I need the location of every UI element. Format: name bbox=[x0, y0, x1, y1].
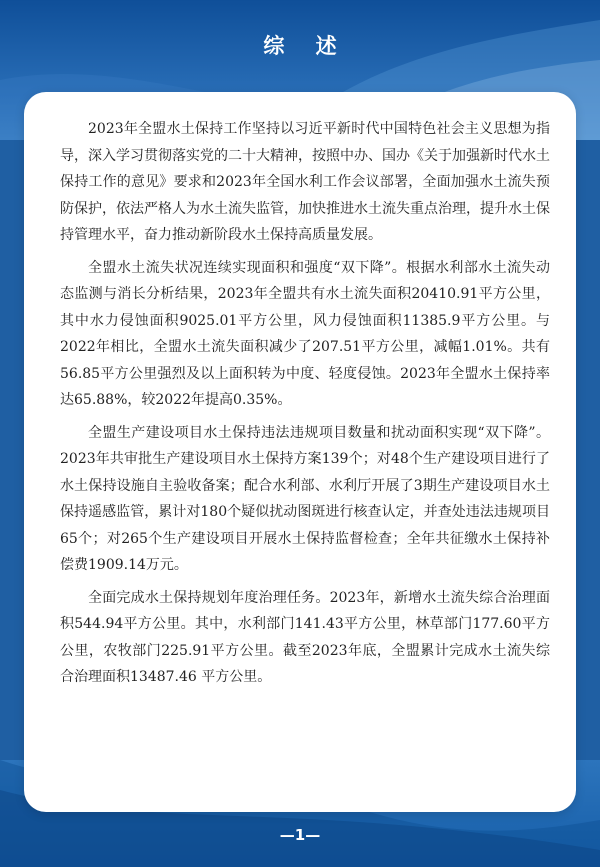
paragraph-soil-erosion-status: 全盟水土流失状况连续实现面积和强度“双下降”。根据水利部水土流失动态监测与消长分析结果，2023年全盟共有水土流失面积20410.91平方公里，其中水力侵蚀面积9025.01平方公里，风力侵蚀面积11385.9平方公里。与2022年相比，全盟水土流失面积减少了207.51平方公里，减幅1.01%。共有56.85平方公里强烈及以上面积转为中度、轻度侵蚀。2023年全盟水土保持率达65.88%，较2022年提高0.35%。 bbox=[60, 259, 550, 408]
page-title: 综 述 bbox=[263, 34, 349, 58]
paragraph-construction-projects: 全盟生产建设项目水土保持违法违规项目数量和扰动面积实现“双下降”。2023年共审批生产建设项目水土保持方案139个；对48个生产建设项目进行了水土保持设施自主验收备案；配合水利部、水利厅开展了3期生产建设项目水土保持遥感监管，累计对180个疑似扰动图斑进行核查认定，并查处违法违规项目65个；对265个生产建设项目开展水土保持监督检查；全年共征缴水土保持补偿费1909.14万元。 bbox=[60, 424, 550, 573]
paragraph-overview: 2023年全盟水土保持工作坚持以习近平新时代中国特色社会主义思想为指导，深入学习贯彻落实党的二十大精神，按照中办、国办《关于加强新时代水土保持工作的意见》要求和2023年全国水利工作会议部署，全面加强水土流失预防保护，依法严格人为水土流失监管，加快推进水土流失重点治理，提升水土保持管理水平，奋力推动新阶段水土保持高质量发展。 bbox=[60, 121, 550, 243]
page-number: —1— bbox=[279, 826, 321, 844]
paragraph-governance-tasks: 全面完成水土保持规划年度治理任务。2023年，新增水土流失综合治理面积544.94平方公里。其中，水利部门141.43平方公里，林草部门177.60平方公里，农牧部门225.91平方公里。截至2023年底，全盟累计完成水土流失综合治理面积13487.46 平方公里。 bbox=[60, 589, 550, 685]
body-text bbox=[60, 116, 550, 697]
